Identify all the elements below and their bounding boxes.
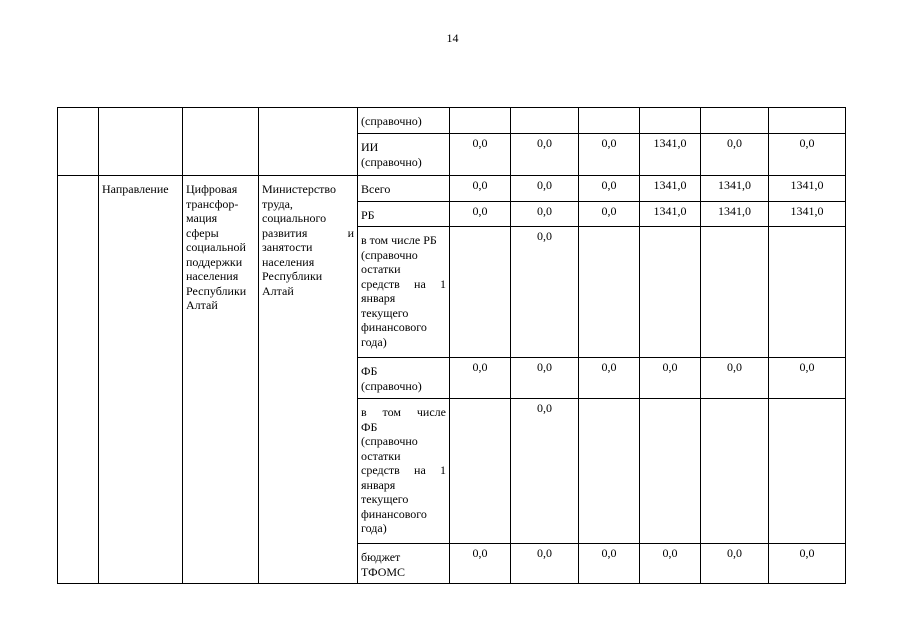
cell-value: 1341,0: [640, 176, 701, 202]
cell-value: 0,0: [701, 358, 769, 399]
cell-value: [640, 227, 701, 358]
cell-value: 1341,0: [640, 202, 701, 227]
cell-name: [183, 108, 259, 176]
page-number: 14: [446, 31, 459, 45]
cell-value: 0,0: [769, 358, 846, 399]
cell-executor: Министерство труда, социального развития и занятости населения Республики Алтай: [259, 176, 358, 584]
budget-table: [57, 107, 846, 584]
cell-value: 1341,0: [701, 176, 769, 202]
cell-value: 0,0: [511, 358, 579, 399]
cell-value: [511, 108, 579, 134]
cell-value: [701, 108, 769, 134]
cell-value: 1341,0: [701, 202, 769, 227]
cell-value: 0,0: [579, 544, 640, 584]
cell-value: [701, 399, 769, 544]
cell-type: Направление: [99, 176, 183, 584]
cell-value: 0,0: [450, 544, 511, 584]
cell-source: бюджет ТФОМС: [358, 544, 450, 584]
cell-value: 0,0: [579, 358, 640, 399]
cell-source: в том числе РБ (справочно остатки средств на 1 января текущего финансового года): [358, 227, 450, 358]
cell-value: [769, 399, 846, 544]
cell-source: ИИ (справочно): [358, 134, 450, 176]
cell-value: 0,0: [579, 176, 640, 202]
cell-value: [769, 227, 846, 358]
cell-source: РБ: [358, 202, 450, 227]
cell-value: 0,0: [769, 544, 846, 584]
cell-value: 0,0: [701, 544, 769, 584]
table-row: [58, 176, 846, 202]
cell-value: 0,0: [450, 202, 511, 227]
cell-value: 0,0: [640, 358, 701, 399]
cell-value: 0,0: [511, 134, 579, 176]
cell-type: [99, 108, 183, 176]
cell-value: [450, 399, 511, 544]
cell-value: [701, 227, 769, 358]
cell-value: 0,0: [511, 399, 579, 544]
cell-value: [769, 108, 846, 134]
cell-value: 1341,0: [640, 134, 701, 176]
table-row: [58, 108, 846, 134]
cell-index: [58, 108, 99, 176]
cell-value: 0,0: [511, 544, 579, 584]
cell-source: в том числе ФБ (справочно остатки средств на 1 января текущего финансового года): [358, 399, 450, 544]
cell-value: [579, 227, 640, 358]
cell-index: [58, 176, 99, 584]
cell-value: [450, 227, 511, 358]
cell-executor: [259, 108, 358, 176]
cell-value: [450, 108, 511, 134]
cell-value: 0,0: [511, 202, 579, 227]
cell-source: Всего: [358, 176, 450, 202]
cell-value: [579, 399, 640, 544]
cell-name: Цифровая трансфор- мация сферы социальной поддержки населения Республики Алтай: [183, 176, 259, 584]
cell-value: 0,0: [511, 176, 579, 202]
cell-value: 0,0: [579, 202, 640, 227]
cell-value: [640, 399, 701, 544]
cell-source: ФБ (справочно): [358, 358, 450, 399]
cell-value: 0,0: [511, 227, 579, 358]
cell-source: (справочно): [358, 108, 450, 134]
cell-value: 0,0: [579, 134, 640, 176]
cell-value: [579, 108, 640, 134]
cell-value: 0,0: [450, 176, 511, 202]
cell-value: [640, 108, 701, 134]
cell-value: 0,0: [450, 134, 511, 176]
cell-value: 1341,0: [769, 176, 846, 202]
cell-value: 0,0: [450, 358, 511, 399]
cell-value: 0,0: [701, 134, 769, 176]
cell-value: 1341,0: [769, 202, 846, 227]
cell-value: 0,0: [769, 134, 846, 176]
cell-value: 0,0: [640, 544, 701, 584]
